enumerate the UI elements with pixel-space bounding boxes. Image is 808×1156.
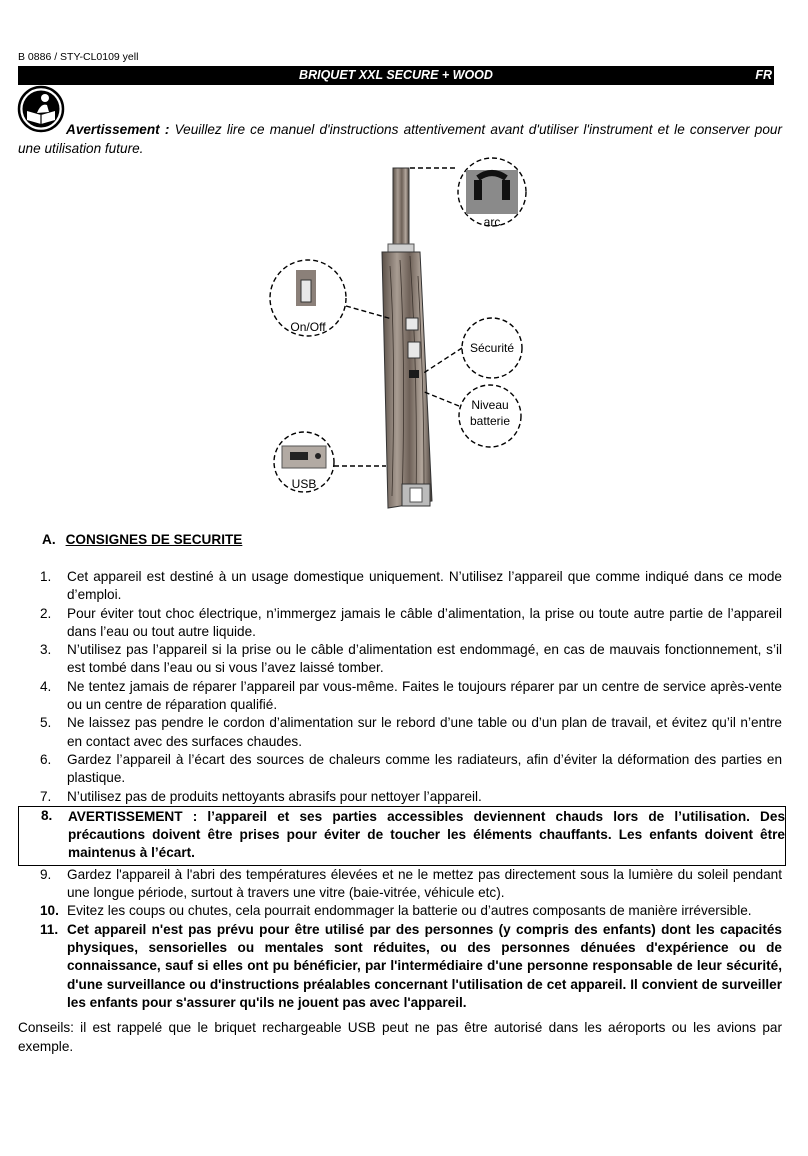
- conseils-paragraph: Conseils: il est rappelé que le briquet rechargeable USB peut ne pas être autorisé dans les aéroports ou les avions par exemple.: [18, 1020, 782, 1054]
- niveau-label-2: batterie: [469, 414, 511, 428]
- usb-label: USB: [291, 477, 317, 491]
- list-item-warning-boxed: [18, 806, 786, 866]
- item-text: Ne tentez jamais de réparer l’appareil par vous-même. Faites le toujours réparer par un centre de service après-vente ou un centre de réparation qualifié.: [67, 678, 782, 713]
- battery-indicator: [409, 370, 419, 378]
- securite-label: Sécurité: [469, 341, 515, 355]
- niveau-label-1: Niveau: [471, 398, 509, 412]
- item-text: Pour éviter tout choc électrique, n’immergez jamais le câble d’alimentation, la prise ou toute autre partie de l’appareil dans l’eau ou tout autre liquide.: [67, 605, 782, 639]
- item-text: AVERTISSEMENT : l’appareil et ses parties accessibles deviennent chauds lors de l’utilisation. Des précautions doivent être prises pour éviter de toucher les éléments chauffants. Les enfants doivent être maintenus à l’écart.: [68, 808, 785, 861]
- warning-label: Avertissement :: [66, 122, 170, 137]
- item-number: 2.: [40, 605, 52, 621]
- item-number: 3.: [40, 642, 52, 658]
- arc-photo: [466, 170, 518, 214]
- list-item: [18, 641, 782, 678]
- warning-paragraph: [18, 120, 782, 158]
- warning-text: Veuillez lire ce manuel d'instructions attentivement avant d'utiliser l'instrument et le conserver pour une utilisation future.: [18, 122, 782, 156]
- item-number: 6.: [40, 751, 52, 767]
- item-text: Cet appareil n'est pas prévu pour être utilisé par des personnes (y compris des enfants) dont les capacités physiques, sensorielles ou mentales sont réduites, ou des personnes dénuées d'expérience ou de connaissance, sauf si elles ont pu bénéficier, par l'intermédiaire d'une personne responsable de leur sécurité, d'une surveillance ou d'instructions préalables concernant l'utilisation de cet appareil. Il convient de surveiller les enfants pour s'assurer qu'ils ne jouent pas avec l'appareil.: [67, 921, 782, 1010]
- section-letter: A.: [42, 532, 56, 547]
- item-number: 10.: [40, 903, 59, 919]
- item-text: Gardez l’appareil à l’écart des sources de chaleurs comme les radiateurs, afin d’éviter la déformation des parties en plastique.: [67, 751, 782, 786]
- item-number: 4.: [40, 678, 52, 694]
- list-item: [18, 921, 782, 1012]
- list-item: [18, 678, 782, 715]
- language-code: FR: [755, 68, 772, 82]
- document-title: BRIQUET XXL SECURE + WOOD: [299, 68, 493, 82]
- list-item: [18, 866, 782, 903]
- onoff-label: On/Off: [290, 320, 326, 334]
- title-bar: [18, 66, 774, 85]
- lighter-diagram: [260, 156, 560, 516]
- item-text: Gardez l'appareil à l'abri des températures élevées et ne le mettez pas directement sous la lumière du soleil pendant une longue période, surtout à travers une vitre (baie-vitrée, véhicule etc).: [67, 866, 782, 901]
- item-number: 5.: [40, 715, 52, 731]
- item-text: Evitez les coups ou chutes, cela pourrait endommager la batterie ou d’autres composants de manière irréversible.: [67, 903, 752, 919]
- item-text: Cet appareil est destiné à un usage domestique uniquement. N’utilisez l’appareil que comme indiqué dans ce mode d’emploi.: [67, 569, 782, 603]
- safety-rules-list: [18, 568, 785, 1012]
- arc-label: arc: [483, 215, 501, 229]
- item-text: Ne laissez pas pendre le cordon d’alimentation sur le rebord d’une table ou d’un plan de travail, et évitez qu’il n’entre en contact avec des surfaces chaudes.: [67, 715, 782, 749]
- item-text: N’utilisez pas l’appareil si la prise ou le câble d’alimentation est endommagé, en cas de mauvais fonctionnement, s’il est tombé dans l’eau ou si vous l’avez laissé tomber.: [67, 642, 782, 676]
- metal-ring: [388, 244, 414, 252]
- list-item: [18, 605, 782, 642]
- item-number: 7.: [40, 788, 52, 804]
- list-item: [18, 751, 782, 788]
- item-text: N’utilisez pas de produits nettoyants abrasifs pour nettoyer l’appareil.: [67, 788, 482, 804]
- list-item: [18, 568, 782, 605]
- lighter-nozzle: [393, 168, 409, 246]
- onoff-switch: [406, 318, 418, 330]
- item-number: 8.: [41, 807, 53, 823]
- item-number: 9.: [40, 866, 52, 882]
- section-heading: [42, 532, 242, 547]
- item-number: 11.: [40, 921, 59, 937]
- list-item: [18, 714, 782, 751]
- safety-slider: [408, 342, 420, 358]
- list-item: [18, 788, 782, 806]
- usb-port-window: [410, 488, 422, 502]
- section-title: CONSIGNES DE SECURITE: [65, 532, 243, 547]
- lighter-body: [382, 252, 432, 508]
- document-reference: B 0886 / STY-CL0109 yell: [18, 51, 139, 63]
- item-number: 1.: [40, 569, 52, 584]
- list-item: [18, 902, 782, 920]
